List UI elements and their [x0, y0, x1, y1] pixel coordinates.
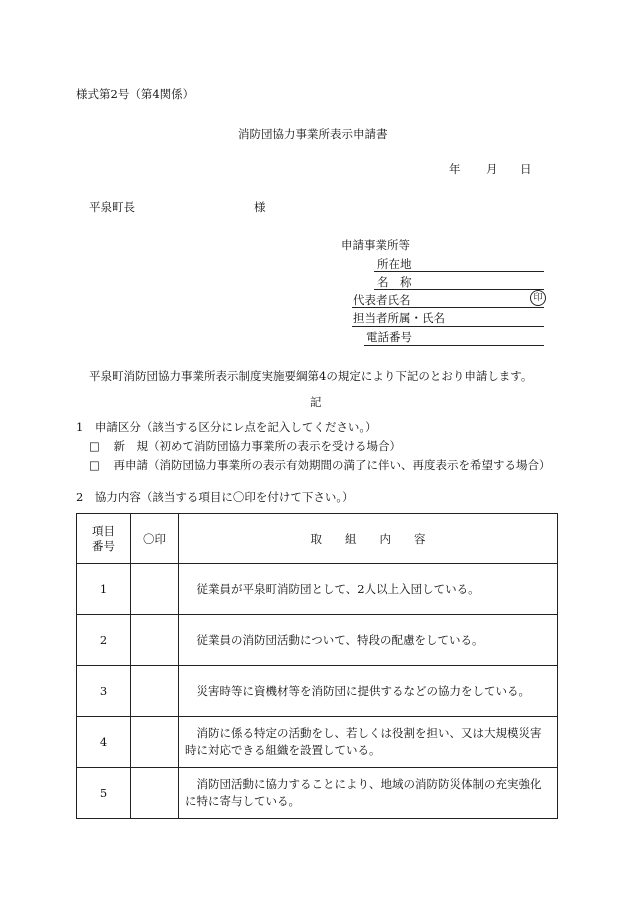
statement-text: 平泉町消防団協力事業所表示制度実施要綱第4の規定により下記のとおり申請します。: [89, 369, 533, 383]
header-num-line1: 項目: [92, 523, 115, 538]
section2-title: 2 協力内容（該当する項目に〇印を付けて下さい。）: [76, 490, 354, 504]
row-content-line: 時に対応できる組織を設置している。: [185, 743, 381, 757]
row-content: [179, 717, 558, 768]
table-row: [77, 666, 558, 717]
document-title: 消防団協力事業所表示申請書: [238, 127, 388, 141]
header-item-number: [77, 514, 131, 564]
row-number: 5: [77, 768, 131, 819]
row-mark-cell[interactable]: [131, 717, 179, 768]
header-num-line2: 番号: [92, 538, 115, 553]
row-content: [179, 564, 558, 615]
date-year: 年: [449, 162, 461, 176]
row-content-line: 災害時等に資機材等を消防団に提供するなどの協力をしている。: [196, 683, 530, 698]
row-content-line: 従業員の消防団活動について、特段の配慮をしている。: [196, 632, 484, 647]
row-content-line: 従業員が平泉町消防団として、2人以上入団している。: [196, 581, 480, 596]
option-reapply: [89, 457, 551, 473]
row-content: [179, 666, 558, 717]
seal-mark: 印: [530, 290, 546, 306]
row-number: 1: [77, 564, 131, 615]
name-label: 名 称: [377, 275, 412, 289]
row-mark-cell[interactable]: [131, 615, 179, 666]
table-row: [77, 615, 558, 666]
name-underline: [374, 289, 544, 290]
address-underline: [374, 271, 544, 272]
staff-label: 担当者所属・氏名: [353, 311, 445, 325]
checkbox-reapply[interactable]: □: [89, 458, 100, 472]
row-content-line: 消防に係る特定の活動をし、若しくは役割を担い、又は大規模災害: [196, 726, 542, 740]
date-day: 日: [520, 162, 532, 176]
row-content-line: に特に寄与している。: [185, 794, 300, 808]
row-content-line: 消防団活動に協力することにより、地域の消防防災体制の充実強化: [196, 777, 542, 791]
phone-label: 電話番号: [366, 330, 412, 344]
row-content: [179, 615, 558, 666]
table-header-row: [77, 514, 558, 564]
row-number: 4: [77, 717, 131, 768]
row-number: 2: [77, 615, 131, 666]
row-mark-cell[interactable]: [131, 666, 179, 717]
row-number: 3: [77, 666, 131, 717]
table-row: [77, 564, 558, 615]
date-month: 月: [486, 162, 498, 176]
addressee-name: 平泉町長: [89, 200, 135, 214]
checkbox-new[interactable]: □: [89, 439, 100, 453]
addressee-honorific: 様: [254, 200, 266, 214]
row-mark-cell[interactable]: [131, 564, 179, 615]
representative-underline: [352, 307, 544, 308]
table-row: [77, 768, 558, 819]
applicant-heading: 申請事業所等: [341, 238, 410, 252]
header-content: 取 組 内 容: [179, 514, 558, 564]
ki-mark: 記: [310, 395, 322, 409]
option-reapply-text: 再申請（消防団協力事業所の表示有効期間の満了に伴い、再度表示を希望する場合）: [113, 458, 551, 472]
representative-label: 代表者氏名: [353, 293, 411, 307]
phone-underline: [364, 345, 544, 346]
form-id: 様式第2号（第4関係）: [76, 87, 195, 101]
row-content: [179, 768, 558, 819]
section1-title: 1 申請区分（該当する区分にレ点を記入してください。）: [76, 420, 377, 434]
address-label: 所在地: [377, 257, 412, 271]
cooperation-table: [76, 513, 558, 819]
row-mark-cell[interactable]: [131, 768, 179, 819]
staff-underline: [352, 326, 544, 327]
option-new: [89, 438, 401, 454]
table-row: [77, 717, 558, 768]
header-mark: 〇印: [131, 514, 179, 564]
option-new-text: 新 規（初めて消防団協力事業所の表示を受ける場合）: [113, 439, 402, 453]
